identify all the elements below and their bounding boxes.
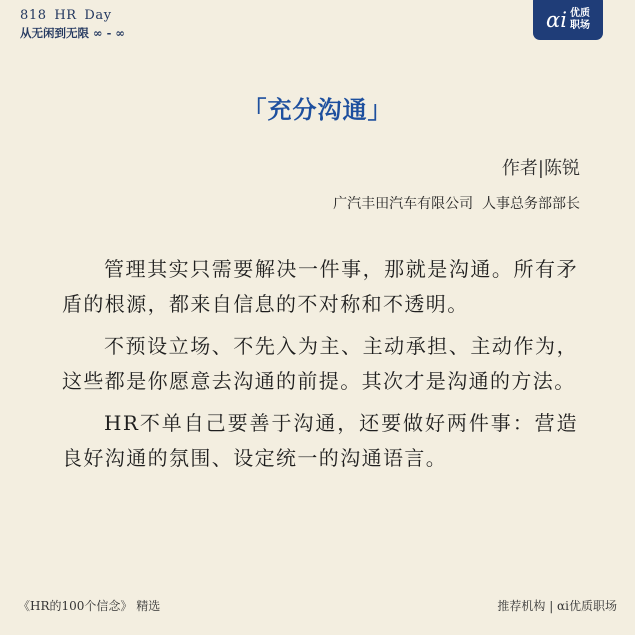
brand-logo — [533, 0, 603, 40]
footer-recommend: 推荐机构 | αi优质职场 — [497, 599, 617, 613]
body-paragraph-2: 不预设立场、不先入为主、主动承担、主动作为，这些都是你愿意去沟通的前提。其次才是沟通的方法。 — [62, 334, 578, 393]
event-brand — [20, 8, 125, 41]
body-paragraph-3: HR不单自己要善于沟通，还要做好两件事：营造良好沟通的氛围、设定统一的沟通语言。 — [62, 411, 578, 470]
logo-wordmark — [570, 8, 590, 32]
logo-word-line2: 职场 — [569, 20, 590, 31]
logo-mark: αi — [546, 7, 567, 32]
author-byline: 作者|陈锐 — [501, 158, 580, 179]
author-affiliation: 广汽丰田汽车有限公司 人事总务部部长 — [333, 196, 580, 212]
event-tagline: 从无闲到无限 ∞ - ∞ — [20, 26, 125, 40]
quote-title: 「充分沟通」 — [242, 95, 393, 124]
footer-source: 《HR的100个信念》 精选 — [18, 599, 161, 613]
body-paragraph-1: 管理其实只需要解决一件事，那就是沟通。所有矛盾的根源，都来自信息的不对称和不透明。 — [62, 257, 578, 316]
event-name: 818 HR Day — [20, 8, 112, 23]
quote-body — [62, 252, 578, 483]
logo-word-line1: 优质 — [569, 8, 590, 19]
